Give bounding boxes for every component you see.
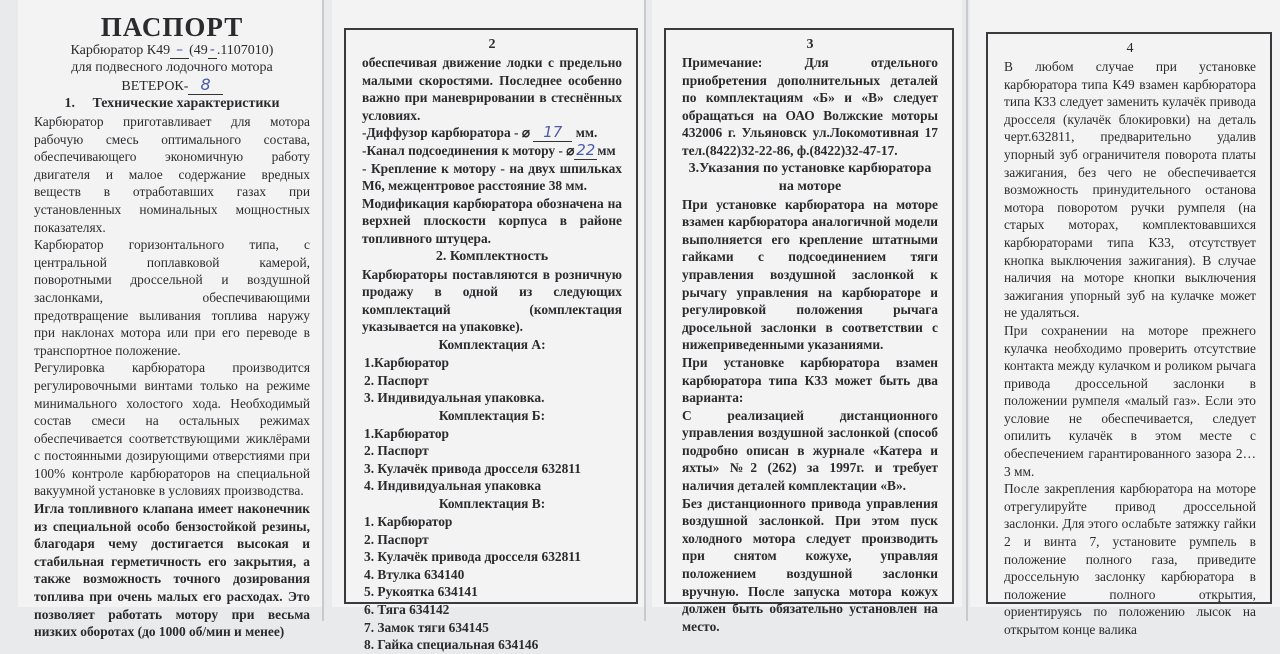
carburetor-model-mid: (49 bbox=[189, 43, 208, 58]
paragraph: Карбюратор приготавливает для мотора рабочую смесь оптимального состава, обеспечивающего экономичную работу двигателя и малое содержание вредных веществ в отработавших газах при установленных номинальных мощностных показателях. bbox=[34, 114, 310, 235]
channel-spec bbox=[362, 142, 622, 160]
passport-page-4 bbox=[970, 0, 1280, 637]
fold-line bbox=[644, 0, 646, 621]
paragraph: В любом случае при установке карбюратора типа К49 взамен карбюратора типа К33 следует заменить кулачёк привода дросселя (кулачёк блокировки) на деталь черт.632811, предварительно удалив упорный зуб ограничителя поворота платы зажигания, без чего не обеспечивается возможность принудительного останова мотора поворотом ручки румпеля (на старых моторах, комплектовавшихся карбюраторами типа К33, отсутствует кнопка выключения зажигания). В случае наличия на моторе кнопки выключения зажигания упорный зуб на кулачке может не удаляться. bbox=[1004, 59, 1256, 321]
paragraph: При сохранении на моторе прежнего кулачка необходимо проверить отсутствие контакта между кулачком и роликом рычага привода дроссельной заслонки в положении румпеля «малый газ». Если это условие не обеспечивается, следует опилить кулачёк в этом месте с обеспечением гарантированного зазора 2…3 мм. bbox=[1004, 322, 1256, 479]
kit-item: 6. Тяга 634142 bbox=[364, 602, 450, 618]
kit-v-list bbox=[362, 513, 622, 654]
kit-item: 1.Карбюратор bbox=[364, 425, 449, 441]
channel-label: -Канал подсоединения к мотору - ⌀ bbox=[362, 142, 575, 158]
kit-item: 2. Паспорт bbox=[364, 372, 429, 388]
kit-a-title: Комплектация А: bbox=[438, 336, 546, 352]
paragraph: Регулировка карбюратора производится регулировочными винтами только на режиме минимального холостого хода. Необходимый состав смеси на остальных режимах обеспечивается соответствующими жиклёрами с постоянными дозирующими отверстиями при 100% контроле карбюраторов на специальной вакуумной установке в условиях производства. bbox=[34, 360, 310, 499]
kit-v-title: Комплектация В: bbox=[438, 496, 546, 512]
passport-page-2 bbox=[332, 0, 644, 653]
kit-item: 7. Замок тяги 634145 bbox=[364, 619, 489, 635]
fold-line bbox=[322, 0, 324, 621]
kit-a-list bbox=[362, 354, 622, 407]
diffuser-unit: мм. bbox=[575, 125, 598, 141]
kit-item: 2. Паспорт bbox=[364, 531, 429, 547]
paragraph: С реализацией дистанционного управления воздушной заслонкой (способ подробно описан в журнале «Катера и яхты» №2 (262) за 1997г. и требует наличия деталей комплектации «В». bbox=[682, 407, 938, 494]
paragraph: Без дистанционного привода управления воздушной заслонкой. При этом пуск холодного мотора следует производить при снятом кожухе, управляя положением воздушной заслонки вручную. После запуска мотора кожух должен быть обязательно установлен на место. bbox=[682, 495, 938, 634]
kit-item: 1. Карбюратор bbox=[364, 514, 453, 530]
page-2-frame bbox=[344, 28, 638, 653]
kit-item: 3. Кулачёк привода дросселя 632811 bbox=[364, 549, 581, 565]
kit-item: 8. Гайка специальная 634146 bbox=[364, 637, 539, 653]
veterok-line bbox=[34, 76, 310, 95]
paragraph: Карбюраторы поставляются в розничную продажу в одной из следующих комплектаций (комплектация указывается на упаковке). bbox=[362, 266, 622, 335]
kit-b-title: Комплектация Б: bbox=[438, 407, 546, 423]
paragraph: Игла топливного клапана имеет наконечник из специальной особо бензостойкой резины, благодаря чему достигается высокая и стабильная герметичность его закрытия, а также возможность точного дозирования топлива при очень малых его расходах. Это позволяет работать мотору при весьма низких оборотах (до 1000 об/мин и менее) bbox=[34, 501, 310, 640]
note-paragraph: Примечание: Для отдельного приобретения дополнительных деталей по комплектациям «Б» и «В» следует обращаться на ОАО Волжские моторы 432006 г. Ульяновск ул.Локомотивная 17 тел.(8422)32-22-86, ф.(8422)32-47-17. bbox=[682, 55, 938, 158]
paragraph: Модификация карбюратора обозначена на верхней плоскости корпуса в районе топливного штуцера. bbox=[362, 195, 622, 246]
veterok-value: 8 bbox=[188, 75, 222, 95]
section-3-title: 3.Указания по установке карбюратора на моторе bbox=[688, 160, 932, 194]
page-number: 2 bbox=[488, 37, 496, 52]
carburetor-model-suffix: .1107010) bbox=[216, 43, 274, 58]
paragraph: После закрепления карбюратора на моторе отрегулируйте привод дроссельной заслонки. Для этого ослабьте затяжку гайки 2 и винта 7, установите румпель в положение полного газа, приведите дроссельную заслонку карбюратора в положение полного открытия, ориентируясь по положению лысок на открытом конце валика bbox=[1004, 481, 1256, 637]
kit-b-list bbox=[362, 425, 622, 495]
kit-item: 3. Индивидуальная упаковка. bbox=[364, 390, 545, 406]
section-2-title: 2. Комплектность bbox=[435, 248, 549, 264]
motor-line: для подвесного лодочного мотора bbox=[71, 60, 273, 75]
mount-spec: - Крепление к мотору - на двух шпильках М6, межцентровое расстояние 38 мм. bbox=[362, 160, 622, 194]
paragraph: Карбюратор горизонтального типа, с центральной поплавковой камерой, поворотными дроссельной и воздушной заслонками, обеспечивающими предотвращение выливания топлива наружу при наклонах мотора или при его переводе в транспортное положение. bbox=[34, 237, 310, 358]
kit-item: 4. Втулка 634140 bbox=[364, 566, 465, 582]
paragraph: При установке карбюратора взамен карбюратора типа К33 может быть два варианта: bbox=[682, 354, 938, 406]
page-4-frame bbox=[986, 32, 1272, 637]
carburetor-model-blank-2: - bbox=[209, 42, 215, 58]
kit-item: 1.Карбюратор bbox=[364, 354, 449, 370]
kit-item: 5. Рукоятка 634141 bbox=[364, 584, 478, 600]
kit-item: 2. Паспорт bbox=[364, 443, 429, 459]
diffuser-value: 17 bbox=[533, 123, 572, 142]
paragraph: При установке карбюратора на моторе взамен карбюратора аналогичной модели выполняется его крепление штатными гайками с подсоединением тяги управления воздушной заслонкой к рычагу управления на карбюраторе и регулировкой положения рычага дросельной заслонки в соответствии с нижеприведенными указаниями. bbox=[682, 196, 938, 353]
diffuser-label: -Диффузор карбюратора - ⌀ bbox=[362, 125, 530, 141]
carburetor-model-blank-1: – bbox=[170, 42, 189, 59]
page-3-frame bbox=[664, 28, 954, 634]
passport-page-1 bbox=[18, 0, 322, 640]
page-number: 4 bbox=[1126, 41, 1134, 56]
channel-value: 22 bbox=[576, 140, 596, 159]
carburetor-model-line bbox=[34, 42, 310, 59]
passport-title: ПАСПОРТ bbox=[100, 12, 244, 42]
carburetor-model-prefix: Карбюратор К49 bbox=[70, 43, 171, 58]
channel-unit: мм bbox=[597, 142, 616, 158]
passport-page-3 bbox=[652, 0, 962, 634]
veterok-label: ВЕТЕРОК- bbox=[121, 79, 189, 94]
paragraph: обеспечивая движение лодки с предельно малыми скоростями. Последнее особенно важно при маневрировании в стеснённых условиях. bbox=[362, 55, 622, 123]
kit-item: 4. Индивидуальная упаковка bbox=[364, 478, 542, 494]
diffuser-spec bbox=[362, 124, 622, 142]
kit-item: 3. Кулачёк привода дросселя 632811 bbox=[364, 460, 581, 476]
section-1-title: 1. Технические характеристики bbox=[64, 96, 280, 111]
page-number: 3 bbox=[806, 37, 814, 52]
fold-line bbox=[966, 0, 968, 621]
